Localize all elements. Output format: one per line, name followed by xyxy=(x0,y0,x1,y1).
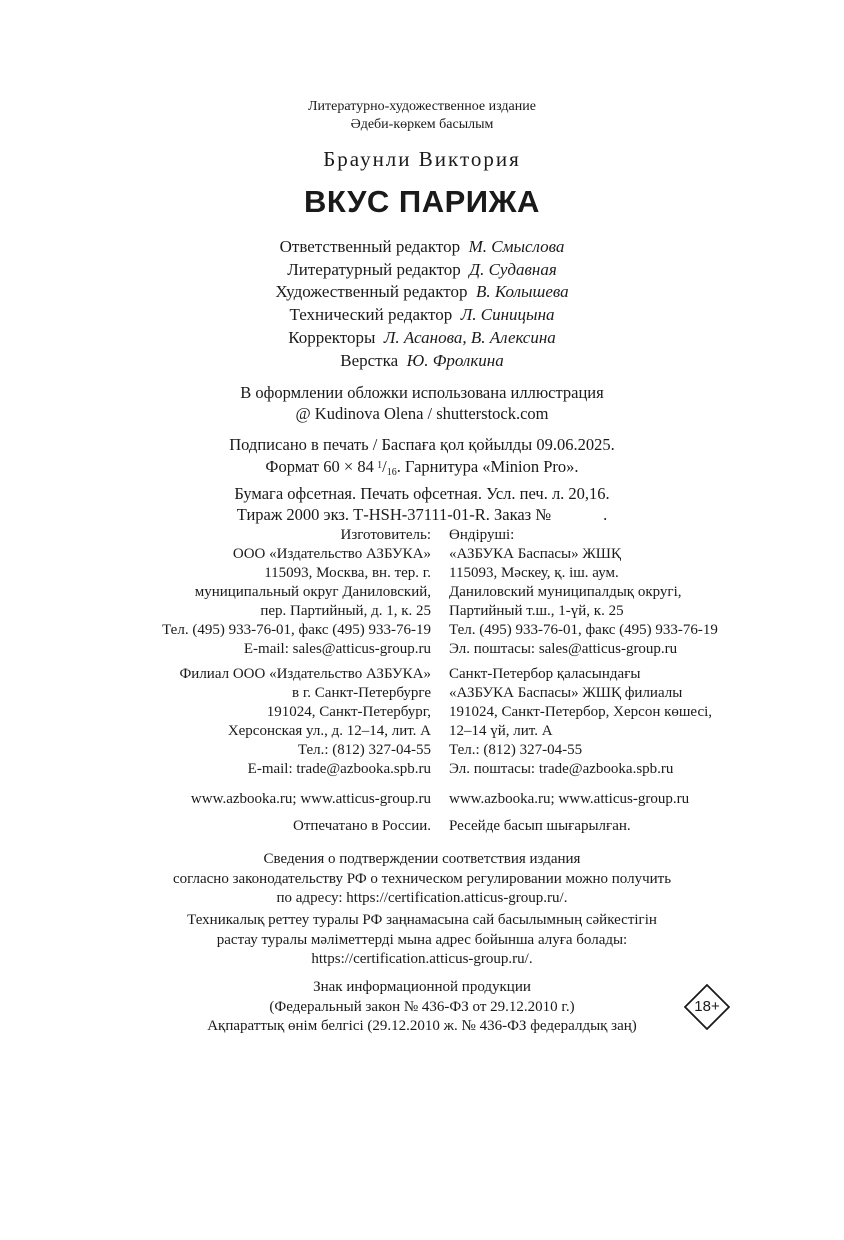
branch-line: Тел.: (812) 327-04-55 xyxy=(449,742,583,758)
credit-person: Л. Синицына xyxy=(460,305,555,325)
branch-kz xyxy=(449,665,712,779)
credit-role: Художественный редактор xyxy=(275,282,468,302)
branch-line: Филиал ООО «Издательство АЗБУКА» xyxy=(179,666,431,682)
manufacturer-line: Изготовитель: xyxy=(340,527,431,543)
format-suffix: . Гарнитура «Minion Pro». xyxy=(396,457,579,476)
manufacturer-line: 115093, Мәскеу, қ. іш. аум. xyxy=(449,565,619,581)
manufacturer-line: Даниловский муниципалдық округі, xyxy=(449,584,682,600)
cover-illustration-note xyxy=(0,382,844,424)
credit-role: Корректоры xyxy=(288,327,376,347)
manufacturer-line: пер. Партийный, д. 1, к. 25 xyxy=(260,603,431,619)
info-sign-line: Знак информационной продукции xyxy=(313,979,531,995)
certification-line: по адресу: https://certification.atticus-group.ru/. xyxy=(276,890,568,906)
info-sign-line: Ақпараттық өнім белгісі (29.12.2010 ж. № 436-ФЗ федералдық заң) xyxy=(207,1018,637,1034)
branch-ru xyxy=(179,665,431,779)
credit-person: М. Смыслова xyxy=(468,237,565,256)
web-ru: www.azbooka.ru; www.atticus-group.ru xyxy=(190,791,431,807)
printed-ru: Отпечатано в России. xyxy=(293,818,431,834)
age-rating-label: 18+ xyxy=(694,998,720,1015)
web-kz: www.azbooka.ru; www.atticus-group.ru xyxy=(449,791,690,807)
print-run xyxy=(0,504,844,525)
credit-line xyxy=(0,236,844,259)
credit-line xyxy=(0,259,844,282)
credit-role: Верстка xyxy=(340,350,399,370)
print-info xyxy=(0,434,844,525)
credit-role: Ответственный редактор xyxy=(279,237,461,256)
certification-line: Сведения о подтверждении соответствия издания xyxy=(263,851,581,867)
certification-line: Техникалық реттеу туралы РФ заңнамасына сай басылымның сәйкестігін xyxy=(187,912,657,928)
print-signed: Подписано в печать / Баспаға қол қойылды 09.06.2025. xyxy=(229,435,615,454)
info-sign-line: (Федеральный закон № 436-ФЗ от 29.12.2010 г.) xyxy=(269,998,575,1015)
run-end: . xyxy=(603,505,608,524)
manufacturer-line: Өндіруші: xyxy=(449,527,515,543)
manufacturer-line: муниципальный округ Даниловский, xyxy=(194,584,431,600)
cover-line: @ Kudinova Olena / shutterstock.com xyxy=(295,404,549,423)
format-prefix: Формат 60 × 84 xyxy=(265,457,374,476)
branch-line: Херсонская ул., д. 12–14, лит. А xyxy=(227,723,431,739)
manufacturer-kz xyxy=(449,526,718,659)
certification-kz xyxy=(0,911,844,970)
run-text: Тираж 2000 экз. Т-HSH-37111-01-R. Заказ № xyxy=(236,505,552,524)
branch-line: Тел.: (812) 327-04-55 xyxy=(297,742,431,758)
format-denominator: 16 xyxy=(386,467,397,478)
branch-line: 191024, Санкт-Петербор, Херсон көшесі, xyxy=(449,704,713,720)
certification-line: согласно законодательству РФ о техническом регулировании можно получить xyxy=(172,870,672,887)
credit-person: В. Колышева xyxy=(475,282,569,302)
print-format: Формат 60 × 84 $^1/_{16}$. Гарнитура «Minion Pro». xyxy=(265,457,579,478)
certification-line: https://certification.atticus-group.ru/. xyxy=(311,951,533,967)
printed-kz: Ресейде басып шығарылған. xyxy=(449,818,631,834)
credit-line xyxy=(0,304,844,327)
manufacturer-line: «АЗБУКА Баспасы» ЖШҚ xyxy=(449,546,621,562)
credit-line xyxy=(0,350,844,373)
credit-role: Технический редактор xyxy=(289,305,453,325)
branch-line: в г. Санкт-Петербурге xyxy=(292,685,431,701)
manufacturer-line: ООО «Издательство АЗБУКА» xyxy=(232,546,431,562)
manufacturer-line: Партийный т.ш., 1-үй, к. 25 xyxy=(449,603,624,619)
format-numerator: 1 xyxy=(377,460,383,471)
manufacturer-line: Тел. (495) 933-76-01, факс (495) 933-76-19 xyxy=(449,622,718,638)
branch-line: Эл. поштасы: trade@azbooka.spb.ru xyxy=(449,761,674,777)
branch-line: «АЗБУКА Баспасы» ЖШҚ филиалы xyxy=(449,685,683,701)
manufacturer-line: Эл. поштасы: sales@atticus-group.ru xyxy=(449,641,678,657)
credit-line xyxy=(0,281,844,304)
manufacturer-line: E-mail: sales@atticus-group.ru xyxy=(243,641,431,657)
credits-list xyxy=(0,236,844,372)
certification-ru xyxy=(0,850,844,909)
edition-type-kz: Әдеби-көркем басылым xyxy=(350,117,494,132)
manufacturer-line: 115093, Москва, вн. тер. г. xyxy=(264,565,431,581)
credit-person: Л. Асанова, В. Алексина xyxy=(383,327,556,347)
print-paper: Бумага офсетная. Печать офсетная. Усл. печ. л. 20,16. xyxy=(234,484,610,503)
branch-line: Санкт-Петербор қаласындағы xyxy=(449,666,641,682)
cover-line: В оформлении обложки использована иллюстрация xyxy=(240,383,604,402)
credit-role: Литературный редактор xyxy=(287,259,461,279)
branch-line: E-mail: trade@azbooka.spb.ru xyxy=(247,761,431,777)
credit-person: Ю. Фролкина xyxy=(406,350,504,370)
book-title: ВКУС ПАРИЖА xyxy=(304,184,540,219)
author-name: Браунли Виктория xyxy=(323,147,521,171)
certification-line: растау туралы мәліметтерді мына адрес бойынша алуға болады: xyxy=(216,931,628,948)
branch-line: 12–14 үй, лит. А xyxy=(449,723,553,739)
credit-person: Д. Судавная xyxy=(469,259,557,279)
manufacturer-ru xyxy=(162,526,431,659)
branch-line: 191024, Санкт-Петербург, xyxy=(266,704,431,720)
age-rating-badge xyxy=(684,984,730,1030)
edition-type-ru: Литературно-художественное издание xyxy=(308,99,536,114)
credit-line xyxy=(0,327,844,350)
manufacturer-line: Тел. (495) 933-76-01, факс (495) 933-76-19 xyxy=(162,622,431,638)
